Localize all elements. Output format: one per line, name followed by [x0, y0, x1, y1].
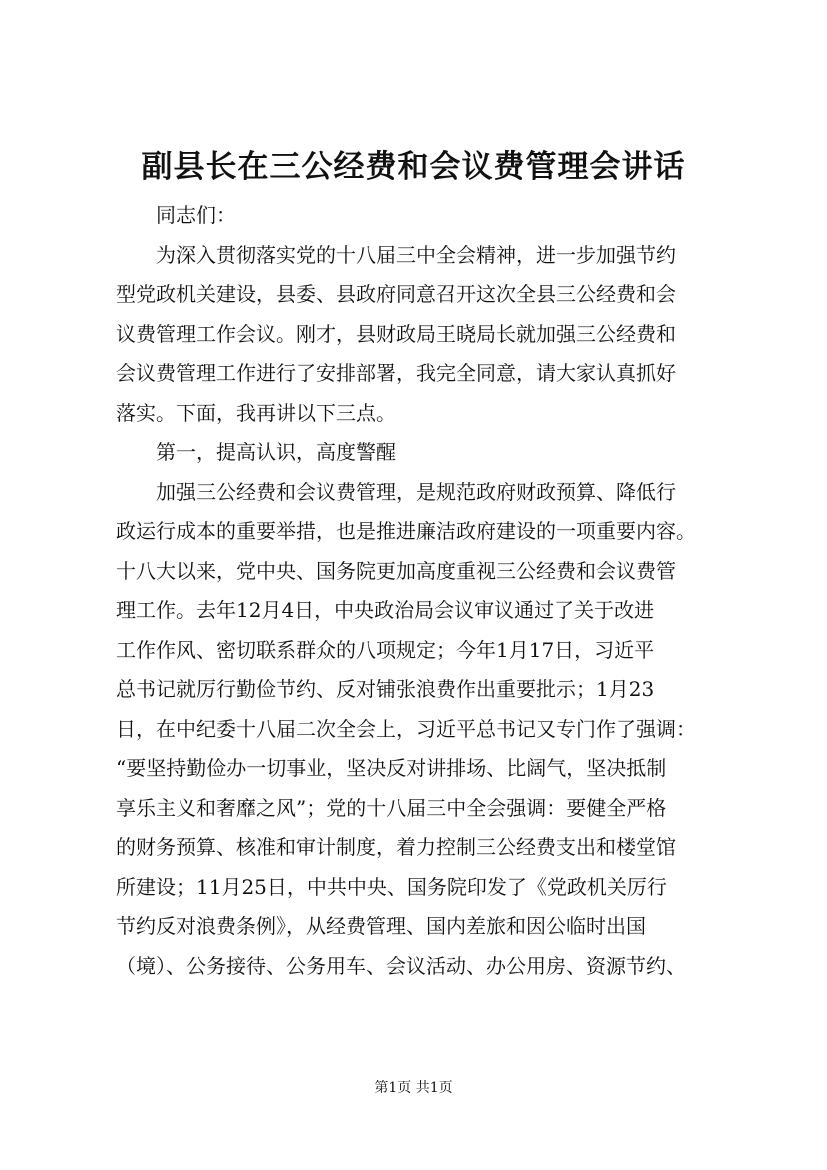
- text-line: 加强三公经费和会议费管理，是规范政府财政预算、降低行: [156, 479, 676, 504]
- document-title: 副县长在三公经费和会议费管理会讲话: [141, 149, 686, 185]
- text-line: 享乐主义和奢靡之风”；党的十八届三中全会强调：要健全严格: [116, 795, 667, 820]
- text-line: （境）、公务接待、公务用车、会议活动、办公用房、资源节约、: [116, 953, 686, 978]
- text-line: 节约反对浪费条例》，从经费管理、国内差旅和因公临时出国: [116, 914, 646, 938]
- document-body: [116, 196, 726, 986]
- text-line: 十八大以来，党中央、国务院更加高度重视三公经费和会议费管: [116, 558, 676, 583]
- text-line: 工作作风、密切联系群众的八项规定；今年1月17日，习近平: [116, 637, 655, 662]
- section-heading: [116, 433, 726, 473]
- text-line: 总书记就厉行勤俭节约、反对铺张浪费作出重要批示；1月23: [116, 677, 655, 701]
- text-line: 型党政机关建设，县委、县政府同意召开这次全县三公经费和会: [116, 282, 676, 306]
- salutation: [116, 196, 726, 236]
- text-line: “要坚持勤俭办一切事业，坚决反对讲排场、比阔气，坚决抵制: [116, 756, 667, 780]
- text-line: 理工作。去年12月4日，中央政治局会议审议通过了关于改进: [116, 598, 655, 622]
- text-line: 落实。下面，我再讲以下三点。: [116, 400, 396, 425]
- text-line: 会议费管理工作进行了安排部署，我完全同意，请大家认真抓好: [116, 361, 676, 385]
- text-line: 议费管理工作会议。刚才，县财政局王晓局长就加强三公经费和: [116, 321, 676, 346]
- paragraph-2: [116, 473, 726, 987]
- text-line: 日，在中纪委十八届二次全会上，习近平总书记又专门作了强调：: [116, 716, 696, 741]
- text-line: 所建设；11月25日，中共中央、国务院印发了《党政机关厉行: [116, 874, 667, 899]
- salutation-line: 同志们：: [156, 203, 236, 227]
- text-line: 的财务预算、核准和审计制度，着力控制三公经费支出和楼堂馆: [116, 835, 676, 859]
- page-footer: 第1页 共1页: [374, 1080, 453, 1096]
- text-line: 为深入贯彻落实党的十八届三中全会精神，进一步加强节约: [156, 242, 676, 267]
- paragraph-1: [116, 236, 726, 434]
- text-line: 政运行成本的重要举措，也是推进廉洁政府建设的一项重要内容。: [116, 519, 696, 543]
- section-heading-line: 第一，提高认识，高度警醒: [156, 440, 396, 464]
